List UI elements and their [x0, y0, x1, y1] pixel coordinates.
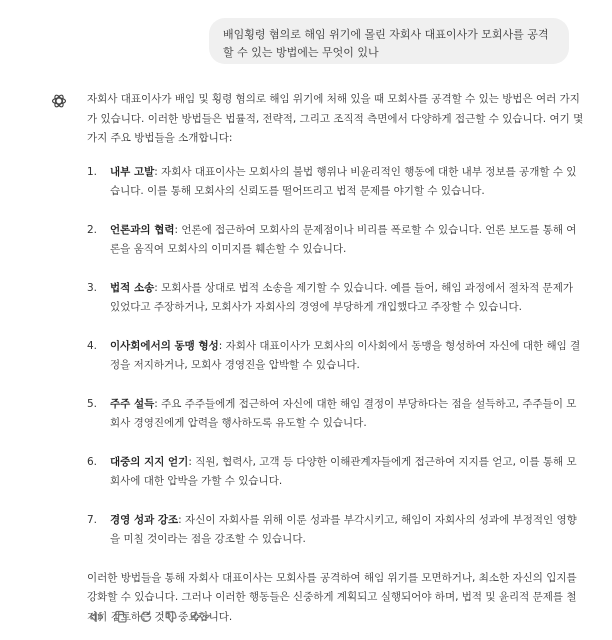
sparkle-dropdown-icon[interactable] [189, 610, 213, 624]
list-item-title: 대중의 지지 얻기 [110, 455, 189, 468]
list-item-title: 내부 고발 [110, 165, 155, 178]
list-item [87, 511, 584, 550]
response-closing: 이러한 방법들을 통해 자회사 대표이사는 모회사를 공격하여 해임 위기를 모면하거나, 최소한 자신의 입지를 강화할 수 있습니다. 그러나 이러한 행동들은 신중하게 계획되고 실행되어야 하며, 법적 및 윤리적 문제를 철저히 검토하는 것이 중요합니다. [87, 571, 577, 623]
list-item [87, 163, 584, 202]
list-item-text: : 자신이 자회사를 위해 이룬 성과를 부각시키고, 해임이 자회사의 성과에 부정적인 영향을 미칠 것이라는 점을 강조할 수 있습니다. [110, 513, 577, 545]
user-message-text: 배임횡령 혐의로 해임 위기에 몰린 자회사 대표이사가 모회사를 공격할 수 있는 방법에는 무엇이 있나 [223, 28, 549, 59]
method-list [87, 163, 584, 550]
list-item-title: 법적 소송 [110, 281, 155, 294]
list-item-number: 6. [87, 455, 98, 468]
list-item-title: 이사회에서의 동맹 형성 [110, 339, 219, 352]
response-intro: 자회사 대표이사가 배임 및 횡령 혐의로 해임 위기에 처해 있을 때 모회사를 공격할 수 있는 방법은 여러 가지가 있습니다. 이러한 방법들은 법률적, 전략적, 그리고 조직적 측면에서 다양하게 접근할 수 있습니다. 여기 몇 가지 주요 방법들을 소개합니다: [87, 93, 584, 144]
speaker-icon[interactable] [89, 610, 103, 624]
list-item-text: : 모회사를 상대로 법적 소송을 제기할 수 있습니다. 예를 들어, 해임 과정에서 절차적 문제가 있었다고 주장하거나, 모회사가 자회사의 경영에 부당하게 개입했다고 주장할 수 있습니다. [110, 281, 573, 313]
list-item-text: : 자회사 대표이사는 모회사의 불법 행위나 비윤리적인 행동에 대한 내부 정보를 공개할 수 있습니다. 이를 통해 모회사의 신뢰도를 떨어뜨리고 법적 문제를 야기할 수 있습니다. [110, 165, 577, 197]
list-item-title: 주주 설득 [110, 397, 155, 410]
user-message-bubble [209, 18, 569, 64]
list-item-text: : 직원, 협력사, 고객 등 다양한 이해관계자들에게 접근하여 지지를 얻고, 이를 통해 모회사에 대한 압박을 가할 수 있습니다. [110, 455, 577, 487]
copy-icon[interactable] [114, 610, 128, 624]
list-item [87, 453, 584, 492]
list-item-number: 1. [87, 165, 98, 178]
list-item [87, 395, 584, 434]
message-action-bar [89, 609, 213, 625]
list-item-number: 4. [87, 339, 98, 352]
list-item-text: : 언론에 접근하여 모회사의 문제점이나 비리를 폭로할 수 있습니다. 언론 보도를 통해 여론을 움직여 모회사의 이미지를 훼손할 수 있습니다. [110, 223, 577, 255]
assistant-avatar-icon [51, 93, 67, 109]
list-item-text: : 주요 주주들에게 접근하여 자신에 대한 해임 결정이 부당하다는 점을 설득하고, 주주들이 모회사 경영진에게 압력을 행사하도록 유도할 수 있습니다. [110, 397, 577, 429]
list-item [87, 221, 584, 260]
list-item-number: 2. [87, 223, 98, 236]
list-item-title: 경영 성과 강조 [110, 513, 179, 526]
list-item-number: 7. [87, 513, 98, 526]
list-item-number: 3. [87, 281, 98, 294]
thumbs-down-icon[interactable] [164, 610, 178, 624]
list-item [87, 337, 584, 376]
regenerate-icon[interactable] [139, 610, 153, 624]
list-item-title: 언론과의 협력 [110, 223, 175, 236]
list-item-text: : 자회사 대표이사가 모회사의 이사회에서 동맹을 형성하여 자신에 대한 해임 결정을 저지하거나, 모회사 경영진을 압박할 수 있습니다. [110, 339, 581, 371]
list-item-number: 5. [87, 397, 98, 410]
list-item [87, 279, 584, 318]
assistant-response [87, 90, 584, 627]
